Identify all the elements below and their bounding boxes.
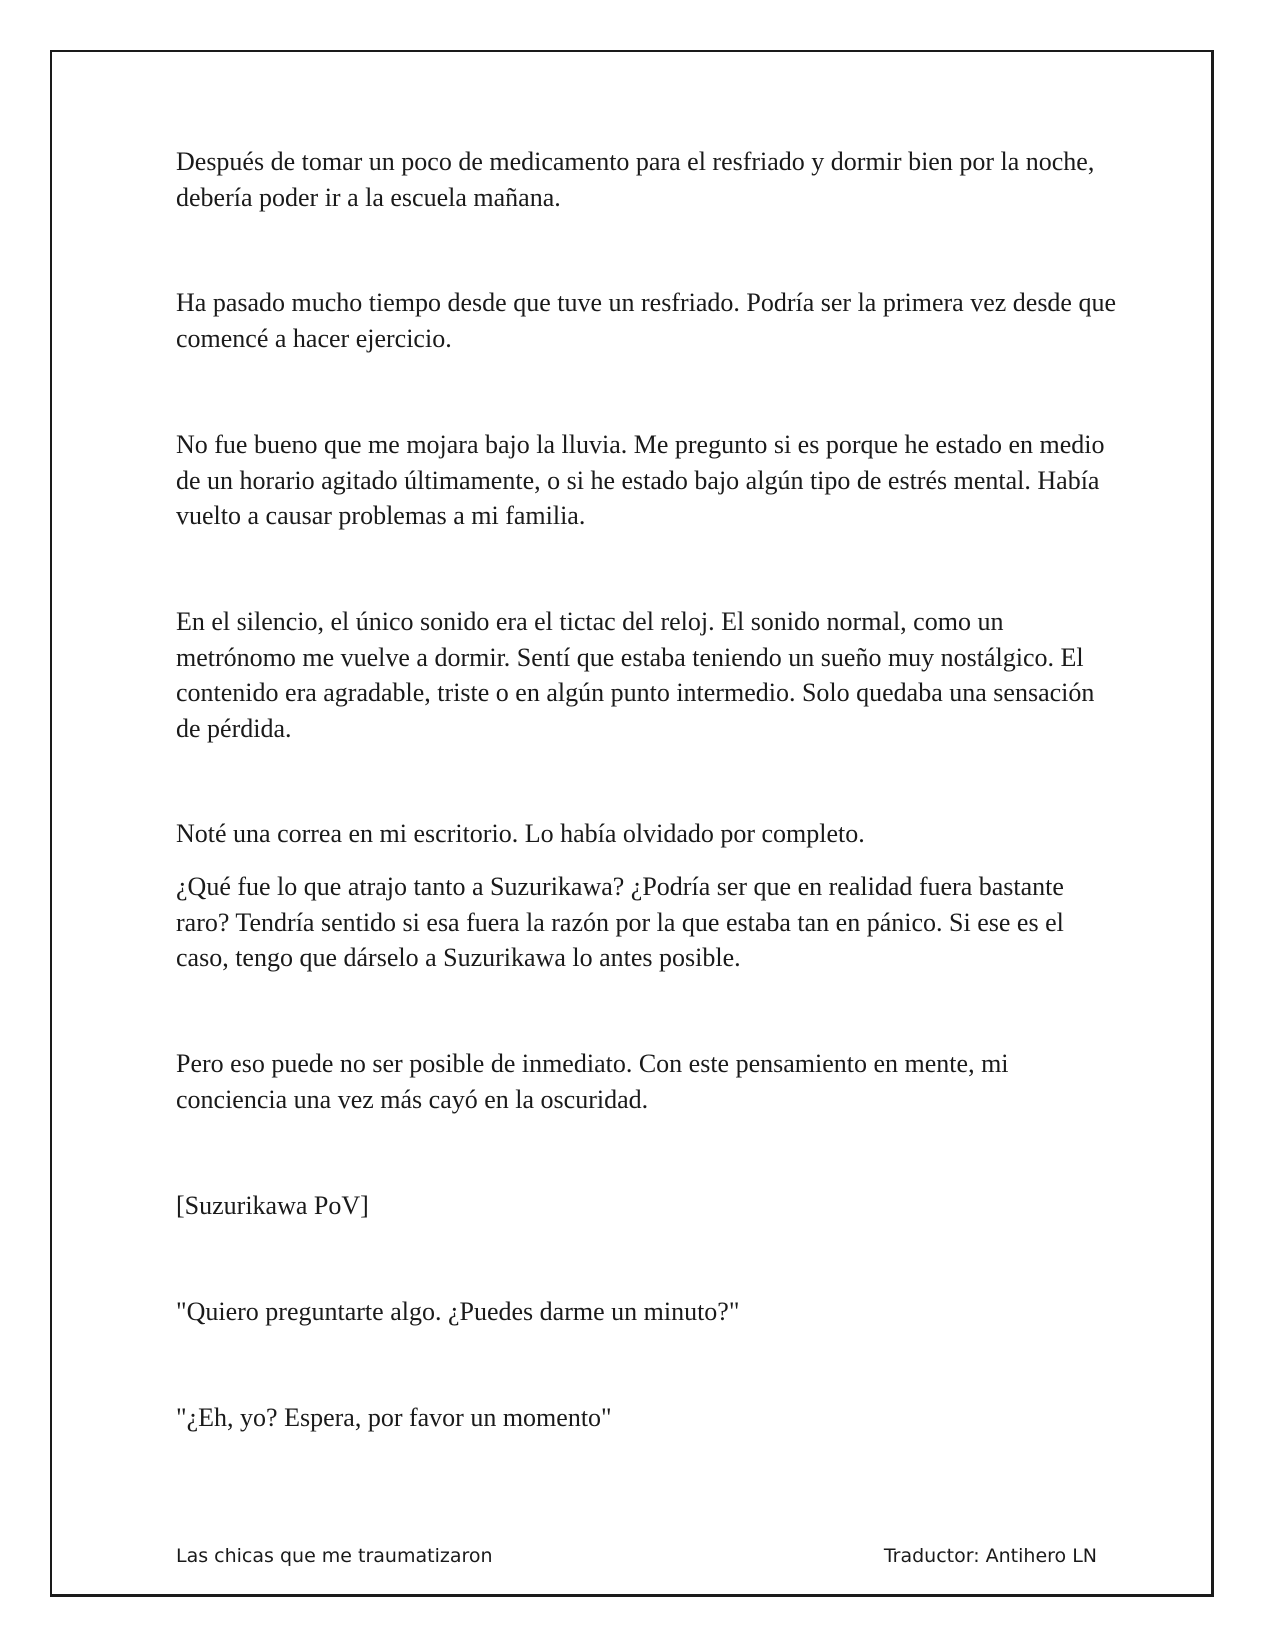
section-heading-pov: [Suzurikawa PoV]: [176, 1191, 369, 1220]
paragraph-3: No fue bueno que me mojara bajo la lluvia. Me pregunto si es porque he estado en medio de un horario agitado últimamente, o si he estado bajo algún tipo de estrés mental. Había vuelto a causar problemas a mi familia.: [176, 430, 1105, 530]
paragraph-1: Después de tomar un poco de medicamento para el resfriado y dormir bien por la noche, debería poder ir a la escuela mañana.: [176, 147, 1095, 212]
footer-title: Las chicas que me traumatizaron: [176, 1545, 493, 1567]
paragraph-7: Pero eso puede no ser posible de inmediato. Con este pensamiento en mente, mi conciencia una vez más cayó en la oscuridad.: [176, 1049, 1009, 1114]
dialogue-line-1: "Quiero preguntarte algo. ¿Puedes darme un minuto?": [176, 1297, 740, 1326]
paragraph-6: ¿Qué fue lo que atrajo tanto a Suzurikawa? ¿Podría ser que en realidad fuera bastante raro? Tendría sentido si esa fuera la razón por la que estaba tan en pánico. Si ese es el caso, tengo que dárselo a Suzurikawa lo antes posible.: [176, 872, 1064, 972]
footer-translator: Traductor: Antihero LN: [883, 1545, 1097, 1567]
dialogue-line-2: "¿Eh, yo? Espera, por favor un momento": [176, 1403, 612, 1432]
paragraph-2: Ha pasado mucho tiempo desde que tuve un resfriado. Podría ser la primera vez desde que comencé a hacer ejercicio.: [176, 288, 1117, 353]
paragraph-5: Noté una correa en mi escritorio. Lo había olvidado por completo.: [176, 819, 865, 848]
paragraph-4: En el silencio, el único sonido era el tictac del reloj. El sonido normal, como un metrónomo me vuelve a dormir. Sentí que estaba teniendo un sueño muy nostálgico. El contenido era agradable, triste o en algún punto intermedio. Solo quedaba una sensación de pérdida.: [176, 607, 1095, 743]
